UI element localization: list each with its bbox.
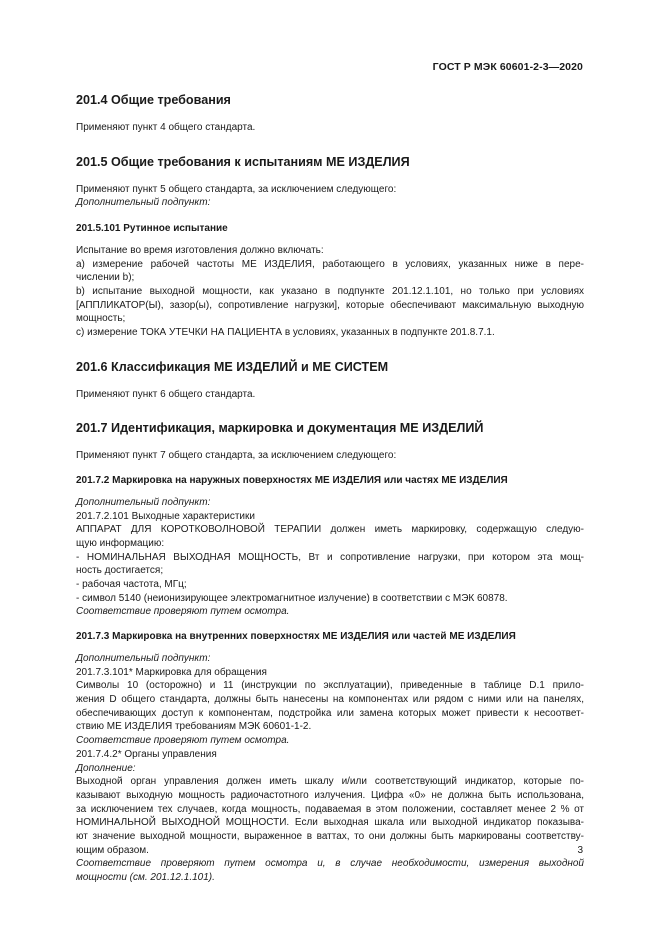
list-item-b-line3: мощность; — [76, 313, 126, 325]
paragraph: Испытание во время изготовления должно включать: — [76, 244, 324, 256]
paragraph: Применяют пункт 6 общего стандарта. — [76, 388, 256, 400]
document-header-standard: ГОСТ Р МЭК 60601-2-3—2020 — [432, 61, 583, 73]
list-item-b-line2: [АППЛИКАТОР(Ы), зазор(ы), сопротивление нагрузки], которые обеспечивают максимальную выходную — [76, 299, 584, 311]
list-item: - рабочая частота, МГц; — [76, 579, 187, 591]
list-item: - символ 5140 (неионизирующее электромагнитное излучение) в соответствии с МЭК 60878. — [76, 592, 508, 604]
heading-201-7: 201.7 Идентификация, маркировка и документация МЕ ИЗДЕЛИЙ — [76, 421, 484, 436]
page-content — [76, 92, 584, 885]
paragraph: 201.7.4.2* Органы управления — [76, 748, 217, 760]
paragraph: ющим образом. — [76, 844, 149, 856]
heading-201-5-101: 201.5.101 Рутинное испытание — [76, 223, 228, 235]
paragraph: 201.7.2.101 Выходные характеристики — [76, 510, 255, 522]
paragraph-italic: Соответствие проверяют путем осмотра. — [76, 735, 290, 747]
heading-201-6: 201.6 Классификация МЕ ИЗДЕЛИЙ и МЕ СИСТЕМ — [76, 359, 389, 374]
paragraph: за исключением тех случаев, когда мощность, подаваемая в этом положении, составляет менее 2 % от — [76, 803, 584, 815]
paragraph-italic: Дополнение: — [76, 762, 136, 774]
paragraph: 201.7.3.101* Маркировка для обращения — [76, 666, 267, 678]
heading-201-7-2: 201.7.2 Маркировка на наружных поверхностях МЕ ИЗДЕЛИЯ или частях МЕ ИЗДЕЛИЯ — [76, 475, 508, 487]
paragraph: Символы 10 (осторожно) и 11 (инструкции по эксплуатации), приведенные в таблице D.1 прило- — [76, 680, 584, 692]
paragraph-italic: Соответствие проверяют путем осмотра и, в случае необходимости, измерения выходной — [76, 858, 584, 870]
paragraph: Выходной орган управления должен иметь шкалу и/или соответствующий индикатор, которые по- — [76, 776, 584, 788]
paragraph-italic: мощности (см. 201.12.1.101). — [76, 872, 215, 884]
paragraph-italic: Дополнительный подпункт: — [76, 197, 211, 209]
paragraph: Применяют пункт 7 общего стандарта, за исключением следующего: — [76, 450, 397, 462]
list-item-c-line1: c) измерение ТОКА УТЕЧКИ НА ПАЦИЕНТА в условиях, указанных в подпункте 201.8.7.1. — [76, 327, 495, 339]
paragraph-italic: Дополнительный подпункт: — [76, 496, 211, 508]
paragraph: обеспечивающих доступ к компонентам, подстройка или замена которых может привести к несоответ- — [76, 707, 584, 719]
paragraph: ют значение выходной мощности, выраженное в ваттах, то они должны быть маркированы соответству- — [76, 831, 584, 843]
paragraph: АППАРАТ ДЛЯ КОРОТКОВОЛНОВОЙ ТЕРАПИИ должен иметь маркировку, содержащую следую- — [76, 524, 584, 536]
list-item: ность достигается; — [76, 565, 164, 577]
heading-201-7-3: 201.7.3 Маркировка на внутренних поверхностях МЕ ИЗДЕЛИЯ или частей МЕ ИЗДЕЛИЯ — [76, 631, 516, 643]
paragraph: щую информацию: — [76, 537, 165, 549]
paragraph-italic: Дополнительный подпункт: — [76, 652, 211, 664]
heading-201-5: 201.5 Общие требования к испытаниям МЕ ИЗДЕЛИЯ — [76, 154, 410, 169]
list-item: - НОМИНАЛЬНАЯ ВЫХОДНАЯ МОЩНОСТЬ, Вт и сопротивление нагрузки, при котором эта мощ- — [76, 551, 584, 563]
paragraph: Применяют пункт 4 общего стандарта. — [76, 122, 256, 133]
paragraph: Применяют пункт 5 общего стандарта, за исключением следующего: — [76, 183, 397, 195]
list-item-b-line1: b) испытание выходной мощности, как указано в подпункте 201.12.1.101, но только при условиях — [76, 285, 584, 297]
paragraph: жения D общего стандарта, должны быть нанесены на компонентах или рядом с ними или на панелях, — [76, 693, 584, 705]
paragraph: ствию МЕ ИЗДЕЛИЯ требованиям МЭК 60601-1-2. — [76, 721, 312, 733]
list-item-a-line1: a) измерение рабочей частоты МЕ ИЗДЕЛИЯ, работающего в условиях, указанных ниже в пере- — [76, 258, 584, 270]
paragraph: НОМИНАЛЬНОЙ ВЫХОДНОЙ МОЩНОСТИ. Если выходная шкала или выходной индикатор показыва- — [76, 817, 584, 829]
paragraph: казывают выходную мощность радиочастотного излучения. Цифра «0» не должна быть использована, — [76, 789, 584, 801]
list-item-a-line2: числении b); — [76, 272, 135, 284]
heading-201-4: 201.4 Общие требования — [76, 93, 231, 107]
page-number: 3 — [577, 845, 583, 856]
paragraph-italic: Соответствие проверяют путем осмотра. — [76, 606, 290, 618]
